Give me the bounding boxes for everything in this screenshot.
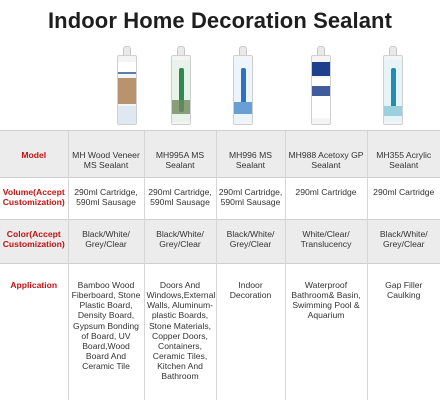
color-cell: White/Clear/ Translucency	[285, 220, 367, 264]
color-cell: Black/White/ Grey/Clear	[144, 220, 216, 264]
table-row-model	[0, 131, 440, 178]
volume-cell: 290ml Cartridge	[285, 178, 367, 220]
product-image-mh355	[383, 46, 403, 126]
page-title: Indoor Home Decoration Sealant	[47, 8, 393, 33]
application-cell: Bamboo Wood Fiberboard, Stone Plastic Board, Density Board, Gypsum Bonding of Board, UV Board,Wood Board And Ceramic Tile	[68, 264, 144, 400]
product-image-mh996	[233, 46, 253, 126]
volume-cell: 290ml Cartridge, 590ml Sausage	[216, 178, 285, 220]
application-cell: Gap Filler Caulking	[367, 264, 440, 400]
model-cell: MH355 Acrylic Sealant	[367, 131, 440, 178]
volume-cell: 290ml Cartridge	[367, 178, 440, 220]
application-cell: Doors And Windows,External Walls, Aluminum-plastic Boards, Stone Materials, Copper Doors, Containers, Ceramic Tiles, Kitchen And Bathroom	[144, 264, 216, 400]
model-cell: MH Wood Veneer MS Sealant	[68, 131, 144, 178]
product-image-mh-wood-veneer	[117, 46, 137, 126]
row-label-volume: Volume(Accept Customization)	[2, 187, 65, 208]
product-image-mh988	[311, 46, 331, 126]
spec-table	[0, 130, 440, 400]
volume-cell: 290ml Cartridge, 590ml Sausage	[144, 178, 216, 220]
table-row-application	[0, 264, 440, 400]
row-label-application: Application	[10, 280, 58, 290]
model-cell: MH995A MS Sealant	[144, 131, 216, 178]
row-label-color: Color(Accept Customization)	[0, 220, 68, 264]
application-cell: Waterproof Bathroom& Basin, Swimming Pool & Aquarium	[285, 264, 367, 400]
color-cell: Black/White/ Grey/Clear	[216, 220, 285, 264]
model-cell: MH988 Acetoxy GP Sealant	[285, 131, 367, 178]
color-cell: Black/White/ Grey/Clear	[367, 220, 440, 264]
table-row-volume	[0, 178, 440, 220]
color-cell: Black/White/ Grey/Clear	[68, 220, 144, 264]
row-label-model: Model	[0, 131, 68, 178]
model-cell: MH996 MS Sealant	[216, 131, 285, 178]
table-row-color	[0, 220, 440, 264]
volume-cell: 290ml Cartridge, 590ml Sausage	[68, 178, 144, 220]
application-cell: Indoor Decoration	[216, 264, 285, 400]
product-image-mh995a	[171, 46, 191, 126]
product-images	[0, 46, 440, 128]
